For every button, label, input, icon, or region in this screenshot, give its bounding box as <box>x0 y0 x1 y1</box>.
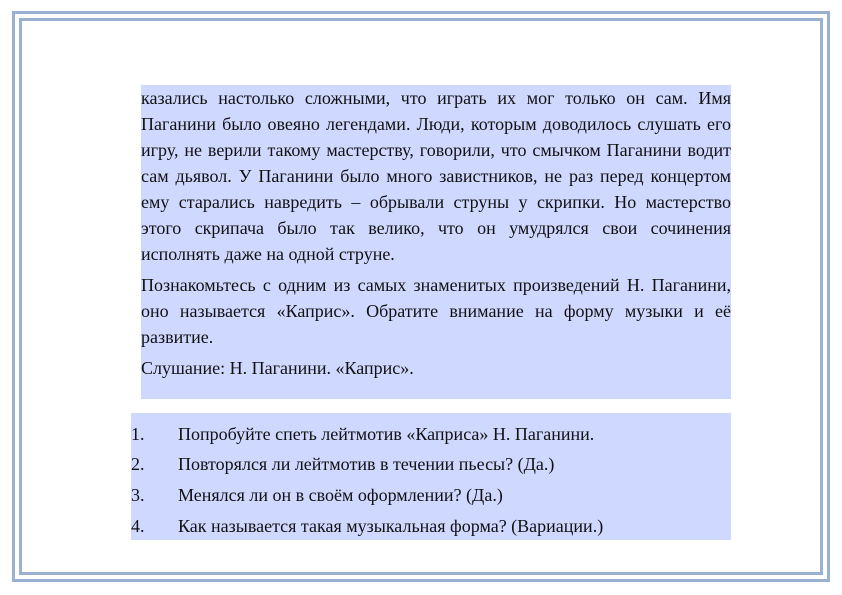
list-item <box>131 421 731 447</box>
list-item-number: 4. <box>131 516 145 536</box>
paragraph-listening-title: Слушание: Н. Паганини. «Каприс». <box>141 358 414 378</box>
list-item-number: 2. <box>131 454 145 474</box>
list-item-number: 3. <box>131 485 145 505</box>
list-item <box>131 451 731 477</box>
list-item-text: Менялся ли он в своём оформлении? (Да.) <box>178 485 503 505</box>
list-item <box>131 482 731 508</box>
list-item-text: Попробуйте спеть лейтмотив «Каприса» Н. Паганини. <box>178 424 595 444</box>
list-item-text: Как называется такая музыкальная форма? (Вариации.) <box>178 516 604 536</box>
paragraph-paganini-legend: казались настолько сложными, что играть их мог только он сам. Имя Паганини было овеяно легендами. Люди, которым доводилось слушать его игру, не верили такому мастерству, говорили, что смычком Паганини водит сам дьявол. У Паганини было много завистников, не раз перед концертом ему старались навредить – обрывали струны у скрипки. Но мастерство этого скрипача было так велико, что он умудрялся свои сочинения исполнять даже на одной струне. <box>141 88 731 264</box>
text-block <box>141 85 731 399</box>
question-list <box>131 413 731 540</box>
list-item-text: Повторялся ли лейтмотив в течении пьесы? (Да.) <box>178 454 555 474</box>
list-item <box>131 513 731 539</box>
paragraph-listening-task: Познакомьтесь с одним из самых знаменитых произведений Н. Паганини, оно называется «Каприс». Обратите внимание на форму музыки и её развитие. <box>141 275 731 347</box>
list-item-number: 1. <box>131 424 145 444</box>
